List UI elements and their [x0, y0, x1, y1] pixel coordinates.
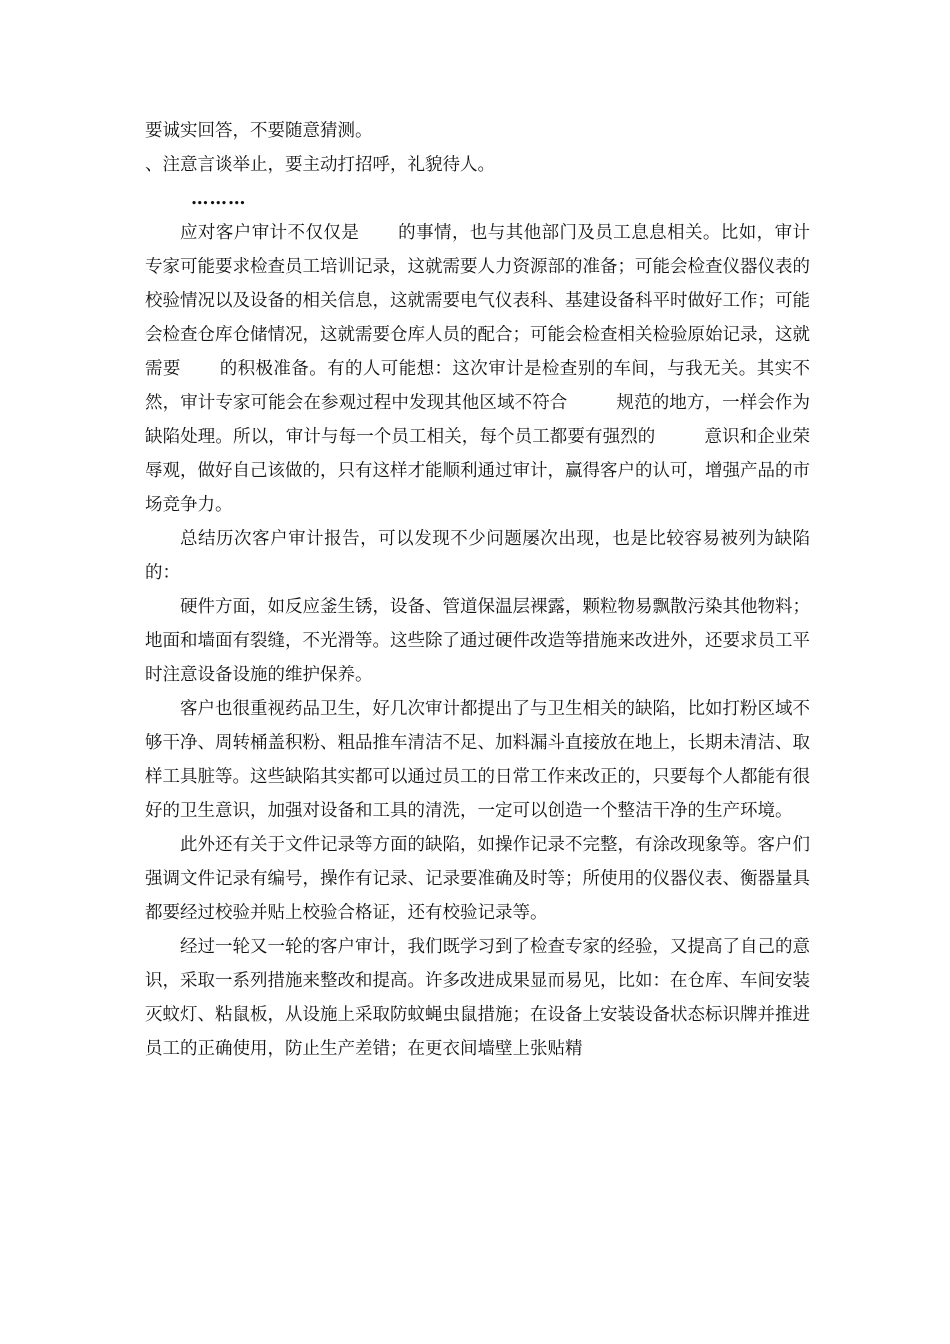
paragraph-hardware: 硬件方面，如反应釜生锈，设备、管道保温层裸露，颗粒物易飘散污染其他物料；地面和墙面有裂缝，不光滑等。这些除了通过硬件改造等措施来改进外，还要求员工平时注意设备设施的维护保养。 — [145, 597, 810, 685]
paragraph-audit-involvement — [145, 216, 810, 522]
paragraph-improvements: 经过一轮又一轮的客户审计，我们既学习到了检查专家的经验，又提高了自己的意识，采取一系列措施来整改和提高。许多改进成果显而易见，比如：在仓库、车间安装灭蚊灯、粘鼠板，从设施上采取防蚊蝇虫鼠措施；在设备上安装设备状态标识牌并推进员工的正确使用，防止生产差错；在更衣间墙壁上张贴精 — [145, 937, 810, 1059]
text-line-honest-answer: 要诚实回答，不要随意猜测。 — [145, 121, 373, 141]
document-body — [145, 114, 810, 1066]
text-line-manners: 、注意言谈举止，要主动打招呼，礼貌待人。 — [145, 155, 495, 175]
paragraph-text: 意识和企业荣辱观，做好自己该做的，只有这样才能顺利通过审计，赢得客户的认可，增强产品的市场竞争力。 — [145, 427, 811, 515]
paragraph-text: 的积极准备。有的人可能想：这次审计是检查别的车间，与我无关。其实不然，审计专家可能会在参观过程中发现其他区域不符合 — [145, 359, 811, 413]
ellipsis-line: ……… — [191, 189, 247, 209]
paragraph-documents: 此外还有关于文件记录等方面的缺陷，如操作记录不完整，有涂改现象等。客户们强调文件记录有编号，操作有记录、记录要准确及时等；所使用的仪器仪表、衡器量具都要经过校验并贴上校验合格证，还有校验记录等。 — [145, 835, 810, 923]
paragraph-text: 的事情，也与其他部门及员工息息相关。比如，审计专家可能要求检查员工培训记录，这就需要人力资源部的准备；可能会检查仪器仪表的校验情况以及设备的相关信息，这就需要电气仪表科、基建设备科平时做好工作；可能会检查仓库仓储情况，这就需要仓库人员的配合；可能会检查相关检验原始记录，这就需要 — [145, 223, 811, 379]
paragraph-text: 规范的地方，一样会作为缺陷处理。所以，审计与每一个员工相关，每个员工都要有强烈的 — [145, 393, 811, 447]
paragraph-summary: 总结历次客户审计报告，可以发现不少问题屡次出现，也是比较容易被列为缺陷的： — [145, 529, 810, 583]
paragraph-text: 应对客户审计不仅仅是 — [180, 223, 360, 243]
paragraph-hygiene: 客户也很重视药品卫生，好几次审计都提出了与卫生相关的缺陷，比如打粉区域不够干净、周转桶盖积粉、粗品推车清洁不足、加料漏斗直接放在地上，长期未清洁、取样工具脏等。这些缺陷其实都可以通过员工的日常工作来改正的，只要每个人都能有很好的卫生意识，加强对设备和工具的清洗，一定可以创造一个整洁干净的生产环境。 — [145, 699, 810, 821]
